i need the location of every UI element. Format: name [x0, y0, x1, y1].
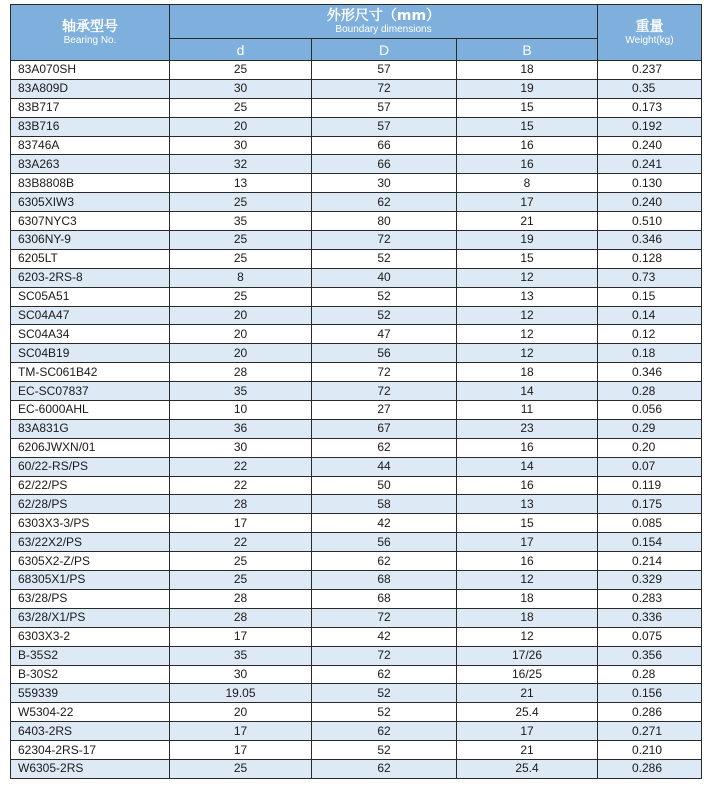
cell-d: 17: [170, 722, 312, 741]
cell-d: 25: [170, 249, 312, 268]
table-row: [11, 457, 702, 476]
cell-d: 20: [170, 703, 312, 722]
cell-d: 25: [170, 552, 312, 571]
cell-D: 66: [312, 136, 457, 155]
cell-bearing-no: 83A809D: [11, 79, 170, 98]
cell-bearing-no: 83A831G: [11, 419, 170, 438]
table-row: [11, 476, 702, 495]
cell-d: 20: [170, 117, 312, 136]
cell-bearing-no: 6306NY-9: [11, 231, 170, 250]
cell-d: 25: [170, 571, 312, 590]
cell-B: 18: [457, 363, 598, 382]
cell-bearing-no: 62/28/PS: [11, 495, 170, 514]
cell-D: 52: [312, 684, 457, 703]
cell-D: 72: [312, 382, 457, 401]
cell-weight: 0.085: [598, 514, 702, 533]
cell-weight: 0.329: [598, 571, 702, 590]
cell-D: 62: [312, 665, 457, 684]
cell-B: 14: [457, 382, 598, 401]
table-row: [11, 249, 702, 268]
table-row: [11, 533, 702, 552]
table-row: [11, 136, 702, 155]
cell-bearing-no: 6203-2RS-8: [11, 268, 170, 287]
cell-D: 72: [312, 608, 457, 627]
cell-weight: 0.240: [598, 136, 702, 155]
cell-d: 32: [170, 155, 312, 174]
cell-B: 15: [457, 117, 598, 136]
cell-bearing-no: W5304-22: [11, 703, 170, 722]
cell-d: 20: [170, 306, 312, 325]
cell-B: 12: [457, 325, 598, 344]
cell-weight: 0.286: [598, 703, 702, 722]
header-bearing-no-en: Bearing No.: [63, 34, 117, 46]
cell-B: 12: [457, 306, 598, 325]
cell-bearing-no: 6303X3-3/PS: [11, 514, 170, 533]
cell-d: 36: [170, 419, 312, 438]
cell-d: 35: [170, 212, 312, 231]
cell-B: 14: [457, 457, 598, 476]
cell-bearing-no: SC04B19: [11, 344, 170, 363]
cell-B: 19: [457, 231, 598, 250]
cell-B: 16/25: [457, 665, 598, 684]
cell-weight: 0.356: [598, 646, 702, 665]
cell-D: 62: [312, 759, 457, 778]
cell-d: 19.05: [170, 684, 312, 703]
header-boundary-dimensions: [170, 5, 598, 39]
cell-D: 72: [312, 646, 457, 665]
table-row: [11, 419, 702, 438]
cell-bearing-no: 68305X1/PS: [11, 571, 170, 590]
cell-weight: 0.128: [598, 249, 702, 268]
cell-bearing-no: SC05A51: [11, 287, 170, 306]
cell-weight: 0.510: [598, 212, 702, 231]
cell-weight: 0.346: [598, 231, 702, 250]
table-row: [11, 608, 702, 627]
cell-B: 21: [457, 741, 598, 760]
table-row: [11, 287, 702, 306]
cell-D: 80: [312, 212, 457, 231]
cell-B: 11: [457, 401, 598, 420]
table-row: [11, 438, 702, 457]
cell-d: 30: [170, 136, 312, 155]
cell-B: 13: [457, 287, 598, 306]
table-row: [11, 212, 702, 231]
cell-D: 56: [312, 533, 457, 552]
cell-B: 15: [457, 514, 598, 533]
cell-bearing-no: SC04A34: [11, 325, 170, 344]
cell-D: 47: [312, 325, 457, 344]
cell-bearing-no: TM-SC061B42: [11, 363, 170, 382]
cell-B: 16: [457, 136, 598, 155]
header-dims-zh: 外形尺寸（mm）: [326, 7, 441, 24]
cell-bearing-no: 62304-2RS-17: [11, 741, 170, 760]
cell-B: 17/26: [457, 646, 598, 665]
cell-D: 52: [312, 741, 457, 760]
cell-d: 28: [170, 608, 312, 627]
table-row: [11, 325, 702, 344]
cell-B: 21: [457, 684, 598, 703]
cell-B: 21: [457, 212, 598, 231]
cell-weight: 0.214: [598, 552, 702, 571]
cell-bearing-no: 62/22/PS: [11, 476, 170, 495]
cell-B: 12: [457, 268, 598, 287]
cell-D: 30: [312, 174, 457, 193]
cell-B: 18: [457, 608, 598, 627]
cell-D: 40: [312, 268, 457, 287]
cell-B: 12: [457, 571, 598, 590]
cell-B: 17: [457, 533, 598, 552]
cell-weight: 0.336: [598, 608, 702, 627]
cell-B: 8: [457, 174, 598, 193]
header-weight-en: Weight(kg): [625, 34, 674, 46]
cell-weight: 0.18: [598, 344, 702, 363]
cell-B: 25.4: [457, 703, 598, 722]
cell-bearing-no: 559339: [11, 684, 170, 703]
cell-D: 72: [312, 363, 457, 382]
cell-d: 25: [170, 61, 312, 80]
cell-weight: 0.283: [598, 589, 702, 608]
table-row: [11, 382, 702, 401]
cell-bearing-no: 83B8808B: [11, 174, 170, 193]
cell-weight: 0.35: [598, 79, 702, 98]
cell-weight: 0.12: [598, 325, 702, 344]
table-row: [11, 514, 702, 533]
cell-weight: 0.73: [598, 268, 702, 287]
cell-weight: 0.286: [598, 759, 702, 778]
cell-d: 30: [170, 79, 312, 98]
header-dims-en: Boundary dimensions: [335, 23, 432, 35]
cell-d: 35: [170, 646, 312, 665]
cell-bearing-no: EC-6000AHL: [11, 401, 170, 420]
cell-B: 19: [457, 79, 598, 98]
cell-weight: 0.28: [598, 665, 702, 684]
cell-weight: 0.056: [598, 401, 702, 420]
cell-bearing-no: 60/22-RS/PS: [11, 457, 170, 476]
cell-d: 22: [170, 533, 312, 552]
table-row: [11, 684, 702, 703]
cell-B: 16: [457, 552, 598, 571]
cell-D: 68: [312, 571, 457, 590]
cell-bearing-no: 6305XIW3: [11, 193, 170, 212]
cell-D: 52: [312, 703, 457, 722]
cell-bearing-no: 63/28/X1/PS: [11, 608, 170, 627]
header-bearing-no: [11, 5, 170, 61]
cell-D: 67: [312, 419, 457, 438]
header-d: d: [170, 39, 312, 61]
cell-bearing-no: 6205LT: [11, 249, 170, 268]
cell-weight: 0.29: [598, 419, 702, 438]
cell-B: 15: [457, 249, 598, 268]
cell-d: 22: [170, 457, 312, 476]
cell-D: 58: [312, 495, 457, 514]
table-row: [11, 268, 702, 287]
table-row: [11, 401, 702, 420]
cell-bearing-no: 83A263: [11, 155, 170, 174]
cell-d: 17: [170, 741, 312, 760]
cell-weight: 0.156: [598, 684, 702, 703]
cell-weight: 0.271: [598, 722, 702, 741]
cell-D: 68: [312, 589, 457, 608]
cell-bearing-no: 6206JWXN/01: [11, 438, 170, 457]
header-weight: [598, 5, 702, 61]
table-row: [11, 571, 702, 590]
cell-B: 23: [457, 419, 598, 438]
cell-d: 20: [170, 344, 312, 363]
cell-D: 72: [312, 231, 457, 250]
cell-bearing-no: 83B716: [11, 117, 170, 136]
cell-d: 35: [170, 382, 312, 401]
cell-d: 20: [170, 325, 312, 344]
cell-weight: 0.154: [598, 533, 702, 552]
cell-D: 42: [312, 627, 457, 646]
header-D: D: [312, 39, 457, 61]
table-row: [11, 495, 702, 514]
cell-D: 57: [312, 117, 457, 136]
cell-bearing-no: B-35S2: [11, 646, 170, 665]
table-row: [11, 552, 702, 571]
table-row: [11, 703, 702, 722]
table-row: [11, 155, 702, 174]
cell-bearing-no: 63/28/PS: [11, 589, 170, 608]
cell-d: 30: [170, 438, 312, 457]
cell-bearing-no: 6403-2RS: [11, 722, 170, 741]
cell-B: 18: [457, 589, 598, 608]
cell-bearing-no: 63/22X2/PS: [11, 533, 170, 552]
cell-D: 44: [312, 457, 457, 476]
cell-D: 62: [312, 438, 457, 457]
cell-weight: 0.20: [598, 438, 702, 457]
table-row: [11, 344, 702, 363]
table-body: [11, 61, 702, 779]
table-row: [11, 589, 702, 608]
cell-weight: 0.15: [598, 287, 702, 306]
cell-d: 28: [170, 589, 312, 608]
cell-d: 17: [170, 627, 312, 646]
table-row: [11, 174, 702, 193]
table-row: [11, 722, 702, 741]
table-row: [11, 665, 702, 684]
table-row: [11, 646, 702, 665]
cell-weight: 0.28: [598, 382, 702, 401]
table-row: [11, 759, 702, 778]
cell-d: 28: [170, 363, 312, 382]
cell-B: 16: [457, 155, 598, 174]
table-row: [11, 741, 702, 760]
cell-D: 57: [312, 98, 457, 117]
table-row: [11, 117, 702, 136]
cell-weight: 0.075: [598, 627, 702, 646]
cell-D: 57: [312, 61, 457, 80]
cell-d: 28: [170, 495, 312, 514]
cell-D: 27: [312, 401, 457, 420]
table-row: [11, 231, 702, 250]
cell-D: 72: [312, 79, 457, 98]
cell-bearing-no: 6307NYC3: [11, 212, 170, 231]
cell-D: 42: [312, 514, 457, 533]
cell-weight: 0.175: [598, 495, 702, 514]
cell-B: 13: [457, 495, 598, 514]
cell-bearing-no: 83A070SH: [11, 61, 170, 80]
cell-D: 50: [312, 476, 457, 495]
cell-d: 13: [170, 174, 312, 193]
table-row: [11, 98, 702, 117]
cell-d: 25: [170, 231, 312, 250]
cell-d: 17: [170, 514, 312, 533]
cell-B: 17: [457, 722, 598, 741]
cell-d: 25: [170, 287, 312, 306]
cell-d: 10: [170, 401, 312, 420]
cell-D: 52: [312, 287, 457, 306]
cell-B: 18: [457, 61, 598, 80]
cell-weight: 0.173: [598, 98, 702, 117]
cell-B: 15: [457, 98, 598, 117]
cell-weight: 0.346: [598, 363, 702, 382]
cell-weight: 0.240: [598, 193, 702, 212]
cell-weight: 0.210: [598, 741, 702, 760]
table-row: [11, 61, 702, 80]
cell-weight: 0.14: [598, 306, 702, 325]
cell-d: 8: [170, 268, 312, 287]
table-row: [11, 79, 702, 98]
bearing-spec-table: [10, 4, 702, 779]
table-header: [11, 5, 702, 61]
cell-D: 66: [312, 155, 457, 174]
cell-D: 62: [312, 722, 457, 741]
table-row: [11, 627, 702, 646]
cell-weight: 0.07: [598, 457, 702, 476]
cell-d: 25: [170, 193, 312, 212]
cell-bearing-no: 83B717: [11, 98, 170, 117]
header-bearing-no-zh: 轴承型号: [62, 18, 118, 35]
table-row: [11, 363, 702, 382]
header-B: B: [457, 39, 598, 61]
cell-B: 12: [457, 344, 598, 363]
cell-weight: 0.241: [598, 155, 702, 174]
cell-D: 52: [312, 306, 457, 325]
cell-bearing-no: W6305-2RS: [11, 759, 170, 778]
cell-weight: 0.130: [598, 174, 702, 193]
table-row: [11, 306, 702, 325]
cell-B: 12: [457, 627, 598, 646]
cell-bearing-no: SC04A47: [11, 306, 170, 325]
bearing-table-container: [10, 4, 701, 779]
table-row: [11, 193, 702, 212]
cell-bearing-no: 6305X2-Z/PS: [11, 552, 170, 571]
cell-B: 16: [457, 438, 598, 457]
cell-bearing-no: EC-SC07837: [11, 382, 170, 401]
cell-D: 62: [312, 193, 457, 212]
cell-d: 25: [170, 98, 312, 117]
cell-D: 52: [312, 249, 457, 268]
cell-bearing-no: 6303X3-2: [11, 627, 170, 646]
cell-B: 25.4: [457, 759, 598, 778]
cell-d: 22: [170, 476, 312, 495]
cell-D: 62: [312, 552, 457, 571]
cell-D: 56: [312, 344, 457, 363]
cell-d: 30: [170, 665, 312, 684]
header-weight-zh: 重量: [635, 18, 664, 35]
cell-weight: 0.237: [598, 61, 702, 80]
cell-weight: 0.192: [598, 117, 702, 136]
cell-B: 17: [457, 193, 598, 212]
cell-d: 25: [170, 759, 312, 778]
cell-weight: 0.119: [598, 476, 702, 495]
cell-B: 16: [457, 476, 598, 495]
cell-bearing-no: 83746A: [11, 136, 170, 155]
cell-bearing-no: B-30S2: [11, 665, 170, 684]
